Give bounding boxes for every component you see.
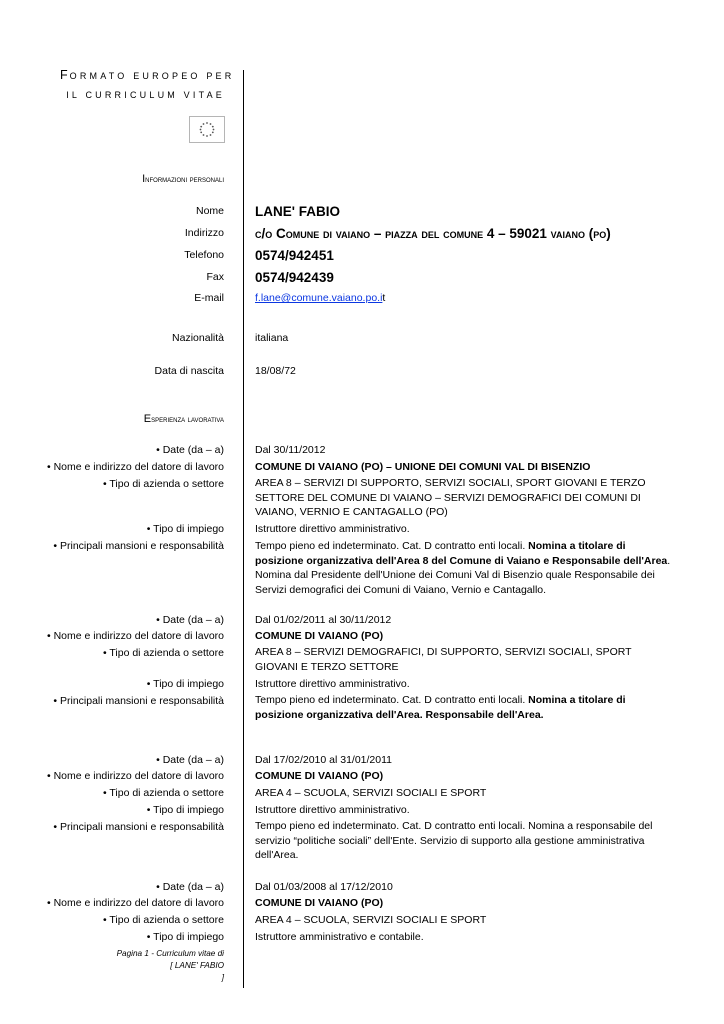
entry4-sector: AREA 4 – SCUOLA, SERVIZI SOCIALI E SPORT xyxy=(255,914,487,926)
label-role: • Tipo di impiego xyxy=(146,804,224,816)
label-fax: Fax xyxy=(206,271,224,283)
entry3-role: Istruttore direttivo amministrativo. xyxy=(255,804,410,816)
entry3-date: Dal 17/02/2010 al 31/01/2011 xyxy=(255,754,393,766)
label-telefono: Telefono xyxy=(184,249,224,261)
footer-line3: ] xyxy=(221,973,224,982)
entry2-date: Dal 01/02/2011 al 30/11/2012 xyxy=(255,614,392,626)
column-divider xyxy=(243,70,244,988)
label-nascita: Data di nascita xyxy=(154,365,224,377)
label-email: E-mail xyxy=(194,292,224,304)
entry4-employer: COMUNE DI VAIANO (PO) xyxy=(255,897,384,909)
label-nome: Nome xyxy=(195,205,224,217)
entry4-date: Dal 01/03/2008 al 17/12/2010 xyxy=(255,881,393,893)
entry2-sector: AREA 8 – SERVIZI DEMOGRAFICI, DI SUPPORTO, SERVIZI SOCIALI, SPORT GIOVANI E TERZO SETTORE xyxy=(255,646,632,673)
value-nascita: 18/08/72 xyxy=(255,365,296,377)
label-employer: • Nome e indirizzo del datore di lavoro xyxy=(46,630,224,642)
value-fax: 0574/942439 xyxy=(255,270,334,285)
label-sector: • Tipo di azienda o settore xyxy=(102,478,224,490)
entry3-employer: COMUNE DI VAIANO (PO) xyxy=(255,770,384,782)
label-employer: • Nome e indirizzo del datore di lavoro xyxy=(46,461,224,473)
label-role: • Tipo di impiego xyxy=(146,678,224,690)
footer-line1: Pagina 1 - Curriculum vitae di xyxy=(116,949,224,958)
entry2-duties: Tempo pieno ed indeterminato. Cat. D contratto enti locali. Nomina a titolare di posizione organizzativa dell'Area. Responsabile dell'Area. xyxy=(255,694,626,721)
label-date: • Date (da – a) xyxy=(156,614,224,626)
entry1-date: Dal 30/11/2012 xyxy=(255,444,326,456)
label-employer: • Nome e indirizzo del datore di lavoro xyxy=(46,770,224,782)
label-indirizzo: Indirizzo xyxy=(184,227,224,239)
label-duties: • Principali mansioni e responsabilità xyxy=(53,695,224,707)
entry1-duties: Tempo pieno ed indeterminato. Cat. D contratto enti locali. Nomina a titolare di posizione organizzativa dell'Area 8 del Comune di Vaiano e Responsabile dell'Area. Nomina dal Presidente dell'Unione dei Comuni Val di Bisenzio quale Responsabile dei Servizi demografici dei Comuni di Vaiano, Vernio e Cantagallo. xyxy=(255,540,671,596)
entry1-employer: COMUNE DI VAIANO (PO) – UNIONE DEI COMUNI VAL DI BISENZIO xyxy=(255,461,591,473)
label-sector: • Tipo di azienda o settore xyxy=(102,787,224,799)
label-date: • Date (da – a) xyxy=(156,881,224,893)
value-nome: LANE' FABIO xyxy=(255,204,340,219)
entry2-employer: COMUNE DI VAIANO (PO) xyxy=(255,630,384,642)
cv-title-line2: IL CURRICULUM VITAE xyxy=(66,90,225,100)
email-link[interactable]: f.lane@comune.vaiano.po.i xyxy=(255,292,383,304)
label-role: • Tipo di impiego xyxy=(146,523,224,535)
value-email: f.lane@comune.vaiano.po.it xyxy=(255,292,386,304)
entry4-role: Istruttore amministrativo e contabile. xyxy=(255,931,424,943)
label-role: • Tipo di impiego xyxy=(146,931,224,943)
label-nazionalita: Nazionalità xyxy=(172,332,224,344)
label-date: • Date (da – a) xyxy=(156,754,224,766)
entry1-sector: AREA 8 – SERVIZI DI SUPPORTO, SERVIZI SOCIALI, SPORT GIOVANI E TERZO SETTORE DEL COMUNE DI VAIANO – SERVIZI DEMOGRAFICI DEI COMUNI DI VAIANO, VERNIO E CANTAGALLO (PO) xyxy=(255,477,646,518)
label-duties: • Principali mansioni e responsabilità xyxy=(53,821,224,833)
section-work-experience: Esperienza lavorativa xyxy=(143,413,224,425)
entry2-role: Istruttore direttivo amministrativo. xyxy=(255,678,410,690)
eu-flag-icon xyxy=(189,116,225,143)
label-sector: • Tipo di azienda o settore xyxy=(102,647,224,659)
label-duties: • Principali mansioni e responsabilità xyxy=(53,540,224,552)
value-nazionalita: italiana xyxy=(255,332,289,344)
section-personal-info: Informazioni personali xyxy=(142,173,224,185)
value-indirizzo: c/o Comune di vaiano – piazza del comune 4 – 59021 vaiano (po) xyxy=(255,226,611,241)
value-telefono: 0574/942451 xyxy=(255,248,334,263)
label-employer: • Nome e indirizzo del datore di lavoro xyxy=(46,897,224,909)
footer-line2: [ LANE' FABIO xyxy=(170,961,224,970)
label-sector: • Tipo di azienda o settore xyxy=(102,914,224,926)
entry3-duties: Tempo pieno ed indeterminato. Cat. D contratto enti locali. Nomina a responsabile del servizio “politiche sociali” dell'Ente. Servizio di supporto alla gestione amministrativa dell'Area. xyxy=(255,820,653,861)
page-footer xyxy=(80,948,224,984)
cv-title-line1: FORMATO EUROPEO PER xyxy=(60,68,235,82)
entry1-role: Istruttore direttivo amministrativo. xyxy=(255,523,410,535)
label-date: • Date (da – a) xyxy=(156,444,224,456)
entry3-sector: AREA 4 – SCUOLA, SERVIZI SOCIALI E SPORT xyxy=(255,787,487,799)
